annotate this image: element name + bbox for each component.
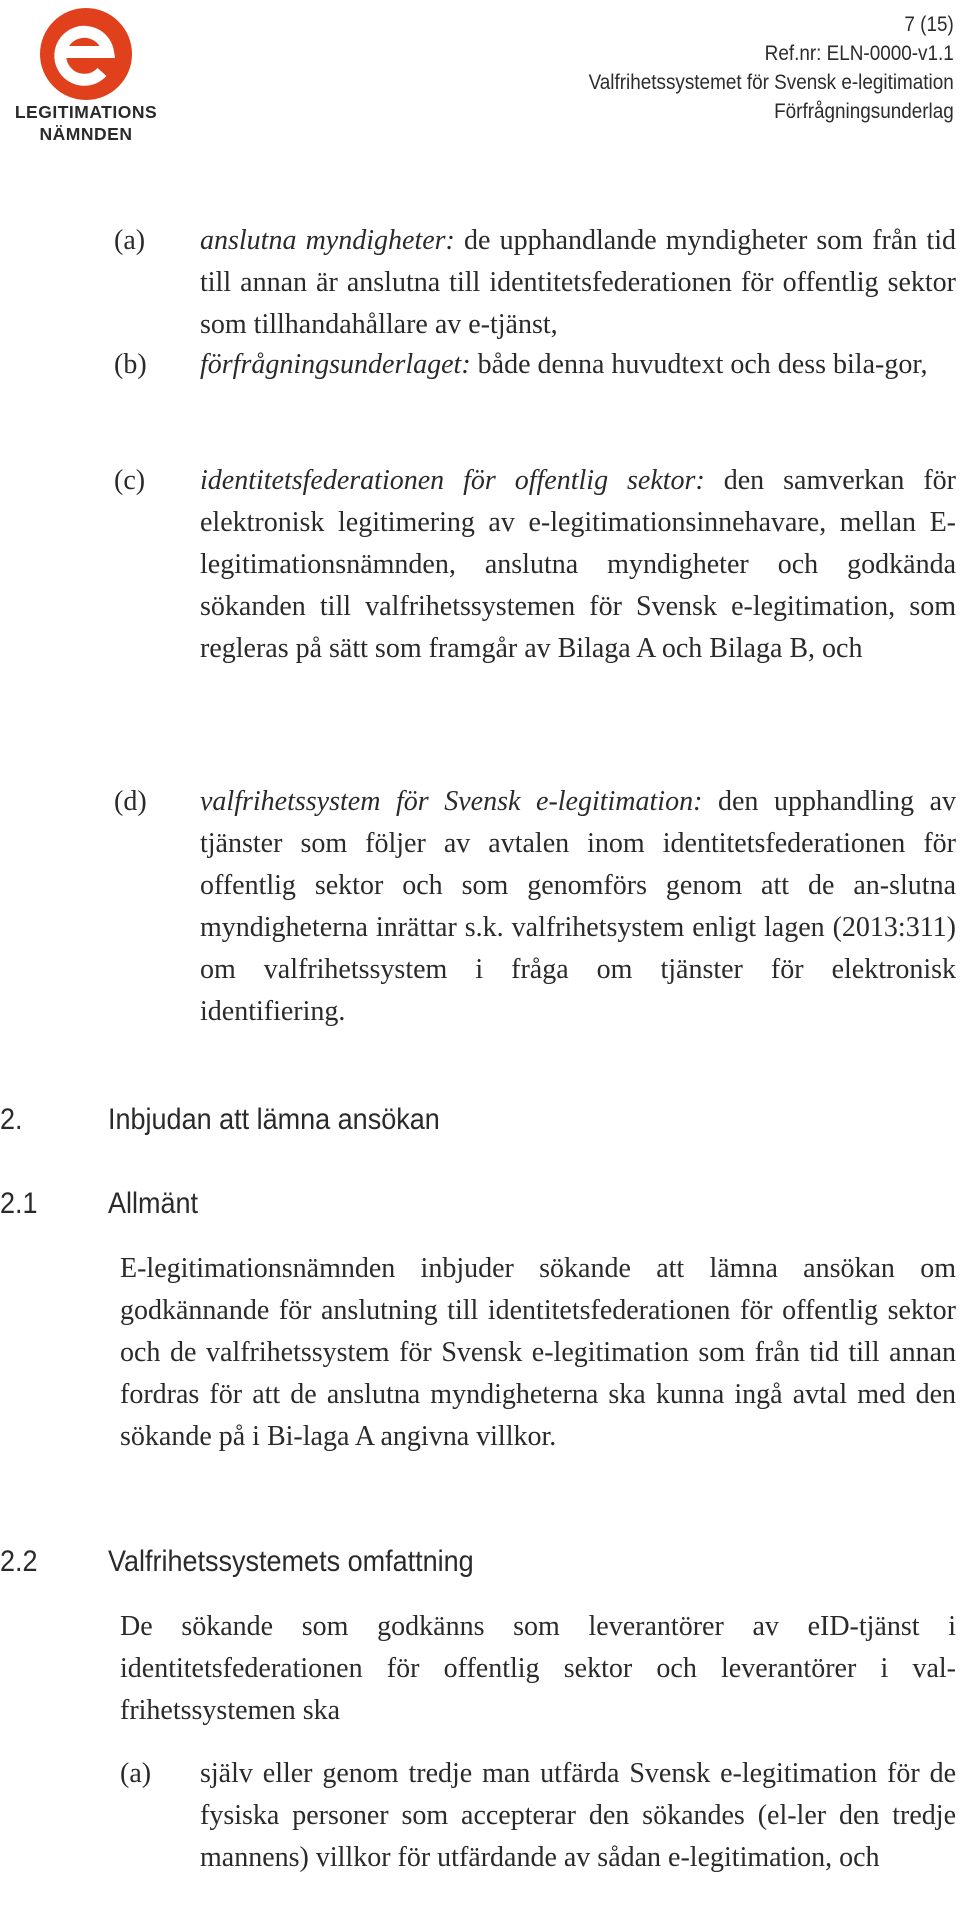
page-number: 7 (15) bbox=[904, 13, 954, 36]
section-title: Valfrihetssystemets omfattning bbox=[108, 1545, 474, 1578]
definition-text: de upphandlande myndigheter som från tid till annan är anslutna till identitetsfederationen för offentlig sektor som tillhandahållare av e-tjänst, bbox=[200, 225, 956, 340]
definition-text: både denna huvudtext och dess bila-gor, bbox=[470, 349, 928, 380]
definition-term: valfrihetssystem för Svensk e-legitimation: bbox=[200, 786, 703, 817]
page-header bbox=[589, 10, 954, 126]
section-number: 2.1 bbox=[0, 1187, 38, 1220]
list-item-a: själv eller genom tredje man utfärda Svensk e-legitimation för de fysiska personer som accepterar den sökandes (el-ler den tredje mannens) villkor för utfärdande av sådan e-legitimation, och bbox=[200, 1758, 956, 1873]
definition-marker-d: (d) bbox=[114, 786, 147, 817]
definition-item-b bbox=[200, 344, 956, 386]
definition-item-c bbox=[200, 460, 956, 670]
definition-marker-a: (a) bbox=[114, 225, 146, 256]
section-title: Allmänt bbox=[108, 1187, 199, 1220]
document-title: Valfrihetssystemet för Svensk e-legitimation bbox=[588, 71, 954, 94]
definition-marker-b: (b) bbox=[114, 349, 147, 380]
list-item-marker-a: (a) bbox=[120, 1758, 152, 1789]
definition-term: anslutna myndigheter: bbox=[200, 225, 455, 256]
section-2-heading bbox=[0, 1103, 440, 1137]
logo-text-line2: NÄMNDEN bbox=[39, 124, 133, 144]
section-2-1-heading bbox=[0, 1187, 198, 1221]
section-2-1-paragraph: E-legitimationsnämnden inbjuder sökande att lämna ansökan om godkännande för anslutning till identitetsfederationen för offentlig sektor och de valfrihetssystem för Svensk e-legitimation som från tid till annan fordras för att de anslutna myndigheterna ska kunna ingå avtal med den sökande på i Bi-laga A angivna villkor. bbox=[120, 1253, 956, 1452]
section-number: 2.2 bbox=[0, 1545, 38, 1578]
definition-term: förfrågningsunderlaget: bbox=[200, 349, 471, 380]
section-number: 2. bbox=[0, 1103, 23, 1136]
logo-text-line1: LEGITIMATIONS bbox=[14, 102, 158, 122]
section-title: Inbjudan att lämna ansökan bbox=[108, 1103, 440, 1136]
definition-text: den samverkan för elektronisk legitimering av e-legitimationsinnehavare, mellan E-legitimationsnämnden, anslutna myndigheter och godkända sökanden till valfrihetssystemen för Svensk e-legitimation, som regleras på sätt som framgår av Bilaga A och Bilaga B, och bbox=[200, 465, 956, 664]
definition-term: identitetsfederationen för offentlig sektor: bbox=[200, 465, 705, 496]
definition-text: den upphandling av tjänster som följer av avtalen inom identitetsfederationen för offentlig sektor och som genomförs genom att de an-slutna myndigheterna inrättar s.k. valfrihetsystem enligt lagen (2013:311) om valfrihetssystem i fråga om tjänster för elektronisk identifiering. bbox=[200, 786, 957, 1027]
section-2-2-heading bbox=[0, 1545, 474, 1579]
document-type: Förfrågningsunderlag bbox=[774, 100, 954, 123]
section-2-2-paragraph: De sökande som godkänns som leverantörer av eID-tjänst i identitetsfederationen för offentlig sektor och leverantörer i val-frihetssystemen ska bbox=[120, 1611, 956, 1726]
reference-number: Ref.nr: ELN-0000-v1.1 bbox=[764, 42, 954, 65]
definition-item-d bbox=[200, 781, 956, 1033]
legitimationsnamnden-logo bbox=[8, 6, 168, 154]
definition-item-a bbox=[200, 220, 956, 346]
definition-marker-c: (c) bbox=[114, 465, 146, 496]
